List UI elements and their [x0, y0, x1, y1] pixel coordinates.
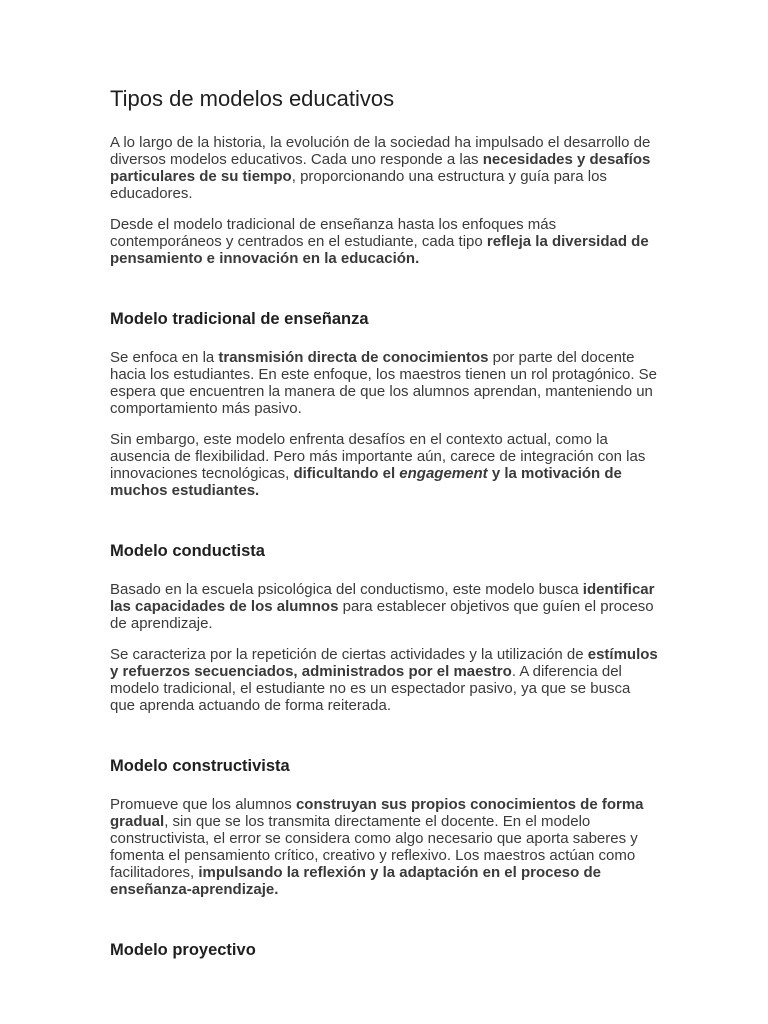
- page-title: Tipos de modelos educativos: [110, 86, 395, 111]
- text: por parte del docente hacia los estudiantes. En este enfoque, los maestros tienen un rol protagónico. Se espera que encuentren la manera de que los alumnos aprendan, manteniendo un comportamiento más pasivo.: [110, 349, 658, 417]
- section-heading-constructivista: Modelo constructivista: [110, 757, 290, 775]
- bold-text: impulsando la reflexión y la adaptación en el proceso de enseñanza-aprendizaje.: [110, 864, 601, 898]
- text: Basado en la escuela psicológica del conductismo, este modelo busca: [110, 581, 583, 598]
- constructivista-paragraph-1: [110, 796, 658, 898]
- text: Desde el modelo tradicional de enseñanza hasta los enfoques más contemporáneos y centrados en el estudiante, cada tipo: [110, 216, 557, 250]
- article: [110, 86, 658, 960]
- text: , sin que se los transmita directamente el docente. En el modelo constructivista, el error se considera como algo necesario que aporta saberes y fomenta el pensamiento crítico, creativo y reflexivo. Los maestros actúan como facilitadores,: [110, 813, 638, 881]
- conductista-paragraph-1: [110, 581, 658, 632]
- bold-text: transmisión directa de conocimientos: [218, 349, 489, 366]
- bold-text: estímulos y refuerzos secuenciados, administrados por el maestro: [110, 646, 658, 680]
- intro-paragraph-1: [110, 134, 658, 202]
- bold-text: refleja la diversidad de pensamiento e innovación en la educación.: [110, 233, 649, 267]
- text: , proporcionando una estructura y guía para los educadores.: [110, 168, 607, 202]
- text: Promueve que los alumnos: [110, 796, 296, 813]
- section-heading-proyectivo: Modelo proyectivo: [110, 941, 256, 959]
- text: Se enfoca en la: [110, 349, 219, 366]
- conductista-paragraph-2: [110, 646, 658, 714]
- intro-paragraph-2: [110, 216, 658, 267]
- text: Sin embargo, este modelo enfrenta desafíos en el contexto actual, como la ausencia de flexibilidad. Pero más importante aún, carece de integración con las innovaciones tecnológicas,: [110, 431, 646, 482]
- text: para establecer objetivos que guíen el proceso de aprendizaje.: [110, 598, 654, 632]
- section-heading-tradicional: Modelo tradicional de enseñanza: [110, 310, 369, 328]
- bold-text: identificar las capacidades de los alumnos: [110, 581, 655, 615]
- section-heading-conductista: Modelo conductista: [110, 542, 265, 560]
- tradicional-paragraph-2: [110, 431, 658, 499]
- tradicional-paragraph-1: [110, 349, 658, 417]
- bold-text: construyan sus propios conocimientos de forma gradual: [110, 796, 644, 830]
- text: A lo largo de la historia, la evolución de la sociedad ha impulsado el desarrollo de diversos modelos educativos. Cada uno responde a las: [110, 134, 651, 168]
- italic-text: engagement: [399, 465, 488, 482]
- bold-text: dificultando el engagement y la motivación de muchos estudiantes.: [110, 465, 622, 499]
- text: Se caracteriza por la repetición de ciertas actividades y la utilización de: [110, 646, 588, 663]
- text: . A diferencia del modelo tradicional, el estudiante no es un espectador pasivo, ya que se busca que aprenda actuando de forma reiterada.: [110, 663, 631, 714]
- bold-text: necesidades y desafíos particulares de su tiempo: [110, 151, 651, 185]
